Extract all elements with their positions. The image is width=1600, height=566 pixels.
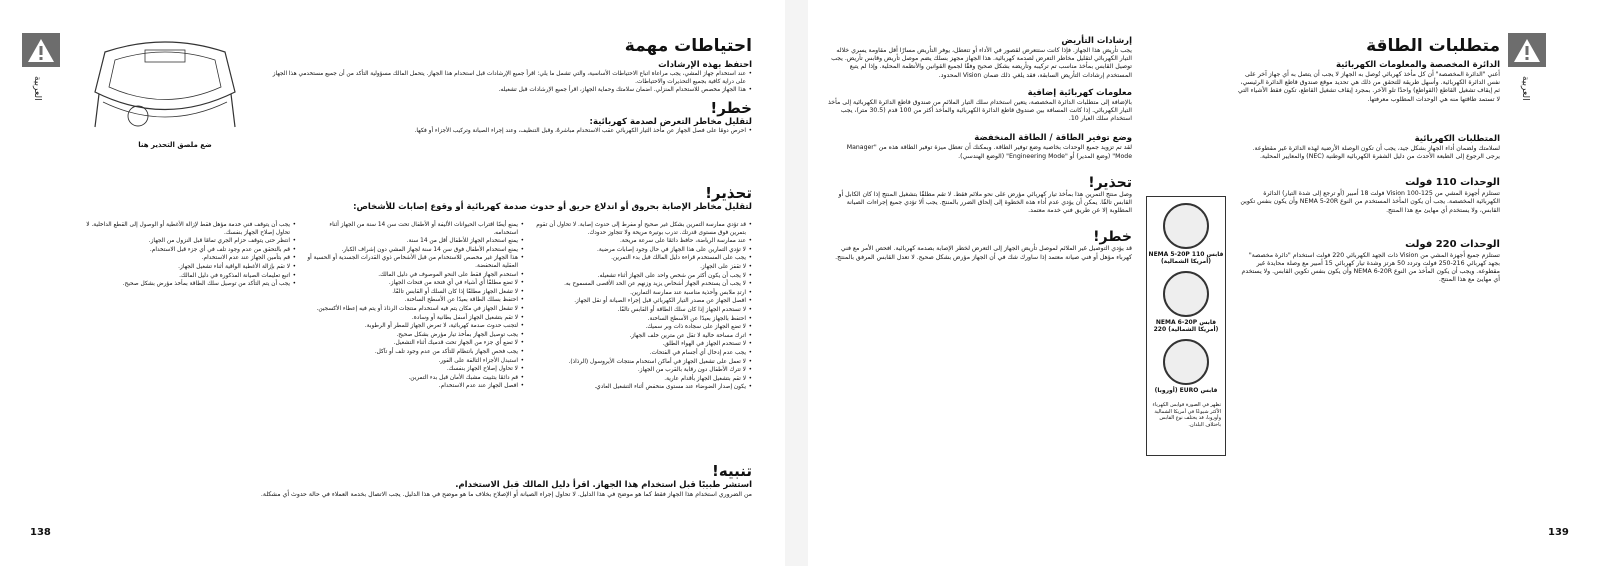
- warning-bullet: • لا تستخدم الجهاز في الهواء الطلق.: [534, 341, 752, 349]
- warning-bullet: • لتجنب حدوث صدمة كهربائية، لا تعرض الجهاز للمطر أو الرطوبة.: [306, 323, 524, 331]
- warning-bullet: • يجب أن يتوقف فني خدمة مؤهل فقط لإزالة الأغطية أو الوصول إلى القطع الداخلية. لا تحاول إصلاح الجهاز بنفسك.: [78, 222, 296, 237]
- page-title: متطلبات الطاقة: [1366, 36, 1500, 56]
- danger-title: خطر!: [710, 98, 752, 117]
- warning-bullet: • يجب على المستخدم قراءة دليل المالك قبل بدء التمرين.: [534, 255, 752, 263]
- warning-bullet: • لا تقفز على الجهاز.: [534, 264, 752, 272]
- 220v-text: تستلزم جميع أجهزة المشي من Vision ذات الجهد الكهربائي 220 فولت استخدام "دائرة مخصصة" بجهد كهربائي 216-250 فولت وتردد 50 هرتز وشدة تيار كهربائي 15 أمبير مع وصلة محايدة غير مقطوعة. ويجب أن يكون المأخذ من النوع NEMA 6-20R وأن يكون بنفس تكوين القابس. ولا يستخدم أي مهايئ مع هذا المنتج.: [1241, 251, 1500, 284]
- plug-nema-5-20p: [1147, 203, 1225, 265]
- plug-nema-6-20p: [1147, 271, 1225, 333]
- warning-bullet: • افصل الجهاز عند عدم الاستخدام.: [306, 383, 524, 391]
- dedicated-circuit-text: أعني "الدائرة المخصصة" أن كل مأخذ كهربائي تُوصل به الجهاز لا يجب أن يتصل به أي جهاز آخر على نفس الدائرة الكهربائية. وأسهل طريقة للتحقق من ذلك هي تحديد موقع صندوق قاطع الدائرة الرئيسي، ثم إيقاف تشغيل القاطع (القواطع) واحدًا تلو الآخر. بمجرد إيقاف تشغيل القاطع، تكون فقط الأشياء التي لا تستمد طاقتها منه هي الوحدات المطلوب معرفتها.: [1238, 71, 1500, 103]
- left-page: [0, 0, 785, 566]
- language-side-label: العربية: [1520, 76, 1530, 101]
- warning-bullet: • قم دائمًا بتثبيت مشبك الأمان قبل بدء التمرين.: [306, 375, 524, 383]
- plug-label: قابس EURO (أوروبا): [1154, 387, 1218, 394]
- warning-column-right: [534, 222, 752, 393]
- warning-bullet: • لا تشغل الجهاز في مكان يتم فيه استخدام منتجات الرذاذ أو يتم فيه إعطاء الأكسجين.: [306, 306, 524, 314]
- danger-heading: لتقليل مخاطر التعرض لصدمة كهربائية:: [589, 116, 752, 127]
- warning-bullet: • لا تشغل الجهاز مطلقًا إذا كان السلك أو القابس تالفًا.: [306, 289, 524, 297]
- 220v-heading: الوحدات 220 فولت: [1405, 238, 1500, 250]
- danger-title: خطر!: [1093, 229, 1132, 246]
- warning-bullet: • قد تؤدي ممارسة التمرين بشكل غير صحيح أو مفرط إلى حدوث إصابة. لا تحاول أن تقوم بتمرين فوق مستوى قدرتك. تدرب بوتيرة مريحة ولا تتجاوز حدودك.: [534, 222, 752, 237]
- warning-bullet: • هذا الجهاز غير مخصص للاستخدام من قبل الأشخاص ذوي القدرات الجسدية أو الحسية أو العقلية المنخفضة.: [306, 255, 524, 270]
- warning-bullet: • يجب توصيل الجهاز بمأخذ تيار مؤرض بشكل صحيح.: [306, 332, 524, 340]
- warning-bullet: • يمنع استخدام الأطفال فوق سن 14 سنة لجهاز المشي دون إشراف الكبار.: [306, 247, 524, 255]
- warning-bullet: • استخدم الجهاز فقط على النحو الموصوف في دليل المالك.: [306, 272, 524, 280]
- plug-euro: [1147, 339, 1225, 394]
- warning-bullet: • استبدل الأجزاء التالفة على الفور.: [306, 358, 524, 366]
- warning-section: [80, 184, 752, 213]
- danger-bullet: • احرص دومًا على فصل الجهاز عن مأخذ التيار الكهربائي عقب الاستخدام مباشرةً، وقبل التنظيف، وعند إجراء الصيانة وتركيب الأجزاء أو فكها.: [270, 128, 752, 136]
- 110v-text: تستلزم أجهزة المشي من Vision 100-125 فولت 18 أمبير (أو ترجع إلى شدة التيار) الدائرة الكهربائية المخصصة. يجب أن يكون المأخذ المستخدم من النوع NEMA 5-20R وأن يكون بنفس تكوين القابس، ولا يستخدم أي مهايئ مع هذا المنتج.: [1240, 190, 1500, 214]
- power-saving-text: لقد تم تزويد جميع الوحدات بخاصية وضع توفير الطاقة. وبمكنك أن تعطل ميزة توفير الطاقة هذه من "Manager Mode" (وضع المدير) أو "Engineering Mode" (الوضع الهندسي).: [846, 144, 1132, 160]
- warning-bullet: • انتظر حتى يتوقف حزام الجري تمامًا قبل النزول من الجهاز.: [78, 238, 296, 246]
- power-saving-heading: وضع توفير الطاقة / الطاقة المنخفضة: [974, 133, 1132, 144]
- warning-bullet: • لا تضع مطلقًا أي أشياء في أي فتحة من فتحات الجهاز.: [306, 280, 524, 288]
- warning-bullet: • لا تحاول إصلاح الجهاز بنفسك.: [306, 366, 524, 374]
- warning-bullet: • يجب فحص الجهاز بانتظام للتأكد من عدم وجود تلف أو تآكل.: [306, 349, 524, 357]
- important-precautions-section: [270, 36, 752, 136]
- caution-section: [30, 462, 752, 501]
- page-number: 139: [1548, 527, 1569, 538]
- warning-bullet: • اتبع تعليمات الصيانة المذكورة في دليل المالك.: [78, 273, 296, 281]
- warning-title: تحذير!: [1088, 174, 1132, 191]
- warning-bullet: • يجب عدم إدخال أي أجسام في الفتحات.: [534, 350, 752, 358]
- dedicated-circuit-heading: الدائرة المخصصة والمعلومات الكهربائية: [1336, 60, 1500, 70]
- warning-bullet: • لا تعمل على تشغيل الجهاز في أماكن استخدام منتجات الأيروسول (الرذاذ).: [534, 359, 752, 367]
- warning-bullet: • لا تقم بتشغيل الجهاز أسفل بطانية أو وسادة.: [306, 315, 524, 323]
- warning-column-left: [78, 222, 296, 290]
- page-gutter: [785, 0, 808, 566]
- warning-heading: لتقليل مخاطر الإصابة بحروق أو اندلاع حريق أو حدوث صدمة كهربائية أو وقوع إصابات للأشخاص:: [353, 202, 752, 212]
- electrical-requirements-heading: المتطلبات الكهربائية: [1414, 133, 1500, 144]
- warning-bullet: • افصل الجهاز عن مصدر التيار الكهربائي قبل إجراء الصيانة أو نقل الجهاز.: [534, 298, 752, 306]
- grounding-heading: إرشادات التأريض: [1061, 36, 1132, 46]
- grounding-column: [828, 36, 1132, 264]
- keep-instructions-heading: احتفظ بهذه الإرشادات: [658, 60, 752, 70]
- additional-info-heading: معلومات كهربائية إضافية: [1027, 87, 1132, 98]
- warning-bullet: • يمنع أيضًا اقتراب الحيوانات الأليفة أو الأطفال تحت سن 14 سنة من الجهاز أثناء استخدامه.: [306, 222, 524, 237]
- grounding-text: يجب تأريض هذا الجهاز. فإذا كانت ستتعرض لقصور في الأداء أو تتعطل، يوفر التأريض مسارًا أقل مقاومة يسري خلاله التيار الكهربائي لتقليل مخاطر التعرض لصدمة كهربائية. هذا الجهاز مجهز بسلك يضم موصل تأريض وقابس تأريض. يجب توصيل القابس بمأخذ مناسب تم تركيبه وتأريضه بشكل صحيح وفقًا لجميع القوانين والأنظمة المحلية. وإذا لم يتبع المستخدم إرشادات التأريض السابقة، فقد يلغي ذلك ضمان Vision المحدود.: [831, 47, 1132, 79]
- page-title: احتياطات مهمة: [624, 36, 752, 56]
- warning-bullet: • اترك مساحة خالية لا تقل عن مترين خلف الجهاز.: [534, 333, 752, 341]
- 110v-heading: الوحدات 110 فولت: [1405, 177, 1500, 189]
- warning-triangle-icon: [22, 33, 60, 67]
- warning-bullet: • لا تضع الجهاز على سجادة ذات وبر سميك.: [534, 324, 752, 332]
- caution-heading: استشر طبيبًا قبل استخدام هذا الجهاز. اقرأ دليل المالك قبل الاستخدام.: [455, 480, 752, 490]
- warning-bullet: • يكون إصدار الضوضاء عند مستوى منخفض أثناء التشغيل العادي.: [534, 384, 752, 392]
- treadmill-console-illustration: [85, 32, 245, 142]
- warning-bullet: • لا تؤدي التمارين على هذا الجهاز في حال وجود إصابات مرضية.: [534, 247, 752, 255]
- right-page: [808, 0, 1600, 566]
- warning-bullet: • لا تقم بتشغيل الجهاز بأقدام عارية.: [534, 376, 752, 384]
- warning-bullet: • احتفظ بالجهاز بعيدًا عن الأسطح الساخنة.: [534, 316, 752, 324]
- additional-info-text: بالإضافة إلى متطلبات الدائرة المخصصة، يتعين استخدام سلك التيار الملائم من صندوق قاطع الدائرة الكهربائية إلى مأخذ التيار الكهربائي. إذا كانت المسافة بين صندوق قاطع الدائرة الكهربائية والمأخذ أكثر من 100 قدم (30.5 متر)، يجب استخدام سلك العيار 10.: [828, 98, 1132, 123]
- keep-bullet: • هذا الجهاز مخصص للاستخدام المنزلي. اضمان سلامتك وحماية الجهاز، اقرأ جميع الإرشادات قبل تشغيله.: [270, 87, 752, 95]
- keep-bullet: • عند استخدام جهاز المشي، يجب مراعاة اتباع الاحتياطات الأساسية، والتي تشمل ما يلي: اقرأ جميع الإرشادات قبل استخدام هذا الجهاز. يتحمل المالك مسؤولية التأكد من أن جميع مستخدمي هذا الجهاز على دراية كافية بجميع التحذيرات والاحتياطات.: [270, 71, 752, 86]
- warning-bullet: • لا تضع أي جزء من الجهاز تحت قدميك أثناء التشغيل.: [306, 340, 524, 348]
- warning-bullet: • احتفظ بسلك الطاقة بعيدًا عن الأسطح الساخنة.: [306, 297, 524, 305]
- warning-triangle-icon: [1508, 33, 1546, 67]
- warning-bullet: • لا يجب أن يكون أكثر من شخص واحد على الجهاز أثناء تشغيله.: [534, 273, 752, 281]
- page-number: 138: [30, 527, 51, 538]
- warning-bullet: • ارتدِ ملابس وأحذية مناسبة عند ممارسة التمارين.: [534, 290, 752, 298]
- warning-bullet: • يجب أن يتم التأكد من توصيل سلك الطاقة بمأخذ مؤرض بشكل صحيح.: [78, 281, 296, 289]
- plug-icon: [1163, 271, 1209, 317]
- electrical-requirements-text: لسلامتك ولضمان أداء الجهاز بشكل جيد، يجب أن تكون الوصلة الأرضية لهذه الدائرة غير مقطوعة. يرجى الرجوع إلى الطبعة الأحدث من دليل الشفرة الكهربائية الوطنية (NEC) والمعايير المحلية.: [1252, 144, 1500, 161]
- plug-types-box: [1146, 196, 1226, 456]
- caution-title: تنبيه!: [712, 462, 752, 480]
- warning-bullet: • عند ممارسة الرياضة، حافظ دائمًا على سرعة مريحة.: [534, 238, 752, 246]
- plug-label: قابس NEMA 6-20P (أمريكا الشمالية) 220: [1153, 319, 1219, 333]
- warning-title: تحذير!: [705, 184, 752, 202]
- plug-label: قابس 110 NEMA 5-20P (أمريكا الشمالية): [1148, 251, 1224, 265]
- warning-bullet: • لا يجب أن يستخدم الجهاز أشخاص يزيد وزنهم عن الحد الأقصى المسموح به.: [534, 281, 752, 289]
- warning-bullet: • لا تترك الأطفال دون رقابة بالقرب من الجهاز.: [534, 367, 752, 375]
- warning-text: وصل منتج التمرين هذا بمأخذ تيار كهربائي مؤرض على نحو ملائم فقط. لا تقم مطلقًا بتشغيل المنتج إذا كان الكابل أو القابس تالفًا. يمكن أن يؤدي عدم أداء هذه الخطوة إلى إلحاق الضرر بالمنتج. يجب ألا تؤدي جميع إجراءات الصيانة المطلوبة إلا عن طريق فني خدمة معتمد.: [838, 190, 1132, 215]
- caution-text: من الضروري استخدام هذا الجهاز فقط كما هو موضح في هذا الدليل. لا تحاول إجراء الصيانة أو الإصلاح بخلاف ما هو موضح في هذا الدليل. يجب الاتصال بخدمة العملاء في حالة حدوث أي مشكلة.: [260, 491, 752, 498]
- danger-text: قد يؤدي التوصيل غير الملائم لموصل تأريض الجهاز إلى التعرض لخطر الإصابة بصدمة كهربائية. افحص الأمر مع فني كهرباء مؤهل أو فني صيانة معتمد إذا ساورك شك في أن الجهاز مؤرض بشكل صحيح. لا تعدل القابس المرفق بالمنتج.: [835, 245, 1132, 261]
- language-side-label: العربية: [32, 76, 42, 101]
- sticker-caption: ضع ملصق التحذير هنا: [138, 141, 212, 149]
- plug-note: تظهر في الصورة قوابس الكهرباء الأكثر شيوعًا في أمريكا الشمالية وأوروبا، قد يختلف نوع القابس باختلاف البلدان.: [1152, 402, 1221, 428]
- warning-bullet: • لا تقم بإزالة الأغطية الواقية أثناء تشغيل الجهاز.: [78, 264, 296, 272]
- plug-icon: [1163, 339, 1209, 385]
- plug-icon: [1163, 203, 1209, 249]
- warning-column-middle: [306, 222, 524, 392]
- warning-bullet: • لا تستخدم الجهاز إذا كان سلك الطاقة أو القابس تالفًا.: [534, 307, 752, 315]
- warning-bullet: • قم بالتحقق من عدم وجود تلف في أي جزء قبل الاستخدام.: [78, 247, 296, 255]
- warning-bullet: • يمنع استخدام الجهاز للأطفال أقل من 14 سنة.: [306, 238, 524, 246]
- power-requirements-column: [1238, 36, 1500, 287]
- warning-bullet: • قم بتأمين الجهاز عند عدم الاستخدام.: [78, 255, 296, 263]
